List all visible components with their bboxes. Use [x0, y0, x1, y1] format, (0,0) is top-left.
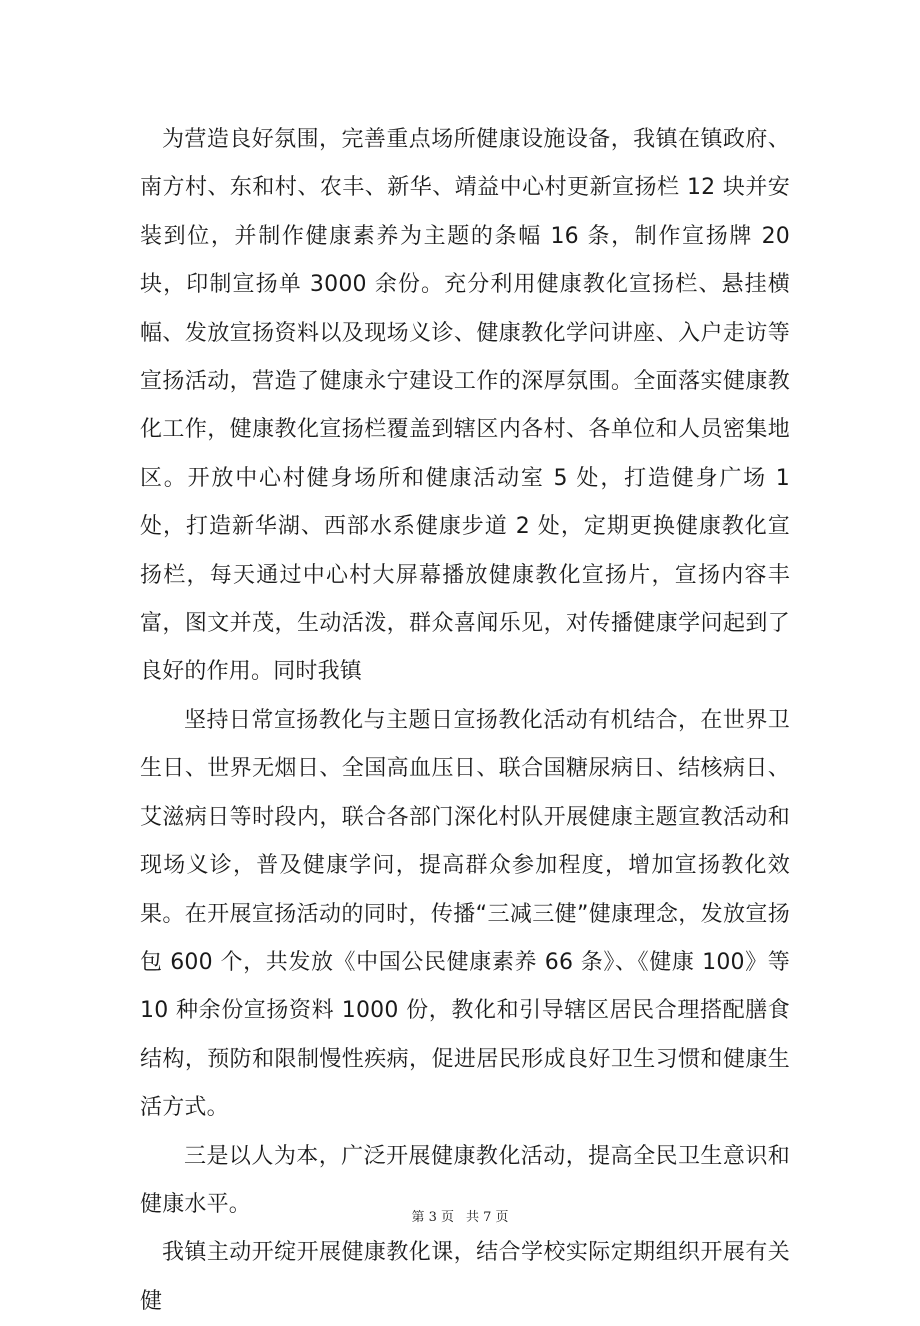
- paragraph-school-health-education: 我镇主动开绽开展健康教化课，结合学校实际定期组织开展有关健: [140, 1240, 790, 1314]
- total-pages: 共 7 页: [466, 1210, 509, 1225]
- page-footer: [0, 1206, 920, 1225]
- paragraph-section-three-heading: 三是以人为本，广泛开展健康教化活动，提高全民卫生意识和健康水平。: [140, 1143, 790, 1217]
- paragraph-publicity-facilities: 为营造良好氛围，完善重点场所健康设施设备，我镇在镇政府、南方村、东和村、农丰、新华、靖益中心村更新宣扬栏 12 块并安装到位，并制作健康素养为主题的条幅 16 条，制作宣扬牌 20 块，印制宣扬单 3000 余份。充分利用健康教化宣扬栏、悬挂横幅、发放宣扬资料以及现场义诊、健康教化学问讲座、入户走访等宣扬活动，营造了健康永宁建设工作的深厚氛围。全面落实健康教化工作，健康教化宣扬栏覆盖到辖区内各村、各单位和人员密集地区。开放中心村健身场所和健康活动室 5 处，打造健身广场 1 处，打造新华湖、西部水系健康步道 2 处，定期更换健康教化宣扬栏，每天通过中心村大屏幕播放健康教化宣扬片，宣扬内容丰富，图文并茂，生动活泼，群众喜闻乐见，对传播健康学问起到了良好的作用。同时我镇: [140, 127, 790, 685]
- page-number: 第 3 页: [411, 1210, 454, 1225]
- document-body: [140, 116, 790, 1326]
- paragraph-theme-day-activities: 坚持日常宣扬教化与主题日宣扬教化活动有机结合，在世界卫生日、世界无烟日、全国高血压日、联合国糖尿病日、结核病日、艾滋病日等时段内，联合各部门深化村队开展健康主题宣教活动和现场义诊，普及健康学问，提高群众参加程度，增加宣扬教化效果。在开展宣扬活动的同时，传播“三减三健”健康理念，发放宣扬包 600 个，共发放《中国公民健康素养 66 条》、《健康 100》等 10 种余份宣扬资料 1000 份，教化和引导辖区居民合理搭配膳食结构，预防和限制慢性疾病，促进居民形成良好卫生习惯和健康生活方式。: [140, 707, 790, 1121]
